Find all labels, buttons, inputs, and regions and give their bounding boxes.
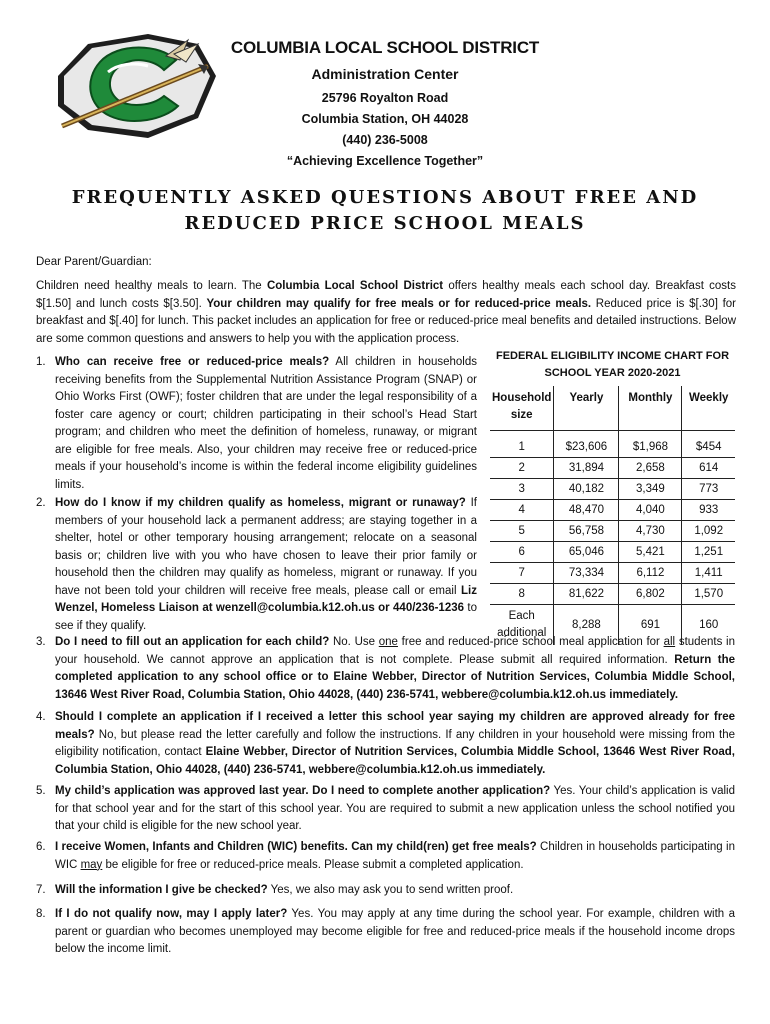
city-address: Columbia Station, OH 44028 <box>301 112 469 126</box>
table-cell: 4,730 <box>619 521 682 542</box>
faq-question: Who can receive free or reduced-price meals? <box>55 356 330 368</box>
table-cell: 614 <box>682 458 735 479</box>
table-cell: 2,658 <box>619 458 682 479</box>
table-cell: 1,411 <box>682 563 735 584</box>
faq-answer-tail: to see if they qualify. <box>55 602 477 632</box>
table-cell: 6,802 <box>619 584 682 605</box>
faq-question: Should I complete an application if I received a letter this school year saying my children are approved already for free meals? <box>55 711 735 741</box>
table-cell: 1,092 <box>682 521 735 542</box>
intro-bold: Your children may qualify for free meals or for reduced-price meals. <box>206 297 592 310</box>
faq-number: 6. <box>36 841 46 853</box>
table-cell: 73,334 <box>554 563 619 584</box>
table-cell: 31,894 <box>554 458 619 479</box>
table-cell: 1,570 <box>682 584 735 605</box>
table-cell: 2 <box>490 458 554 479</box>
motto: “Achieving Excellence Together” <box>286 154 484 168</box>
faq-title-line1: FREQUENTLY ASKED QUESTIONS ABOUT FREE AND <box>71 187 699 208</box>
office-name: Administration Center <box>311 66 459 82</box>
letterhead <box>200 38 570 172</box>
table-cell: 81,622 <box>554 584 619 605</box>
intro-text: offers healthy meals each school day. Breakfast costs $[1.50] and lunch costs $[3.50]. <box>36 280 736 310</box>
faq-answer: If members of your household lack a permanent address; are staying together in a shelter, hotel or other temporary housing arrangement; relocate on a seasonal basis or; children live with you who have chosen to leave their prior family or household then the children may qualify as homeless, migrant or runaway. If you have not been told your children will receive free meals, please call or email <box>55 497 477 597</box>
table-cell: 3,349 <box>619 479 682 500</box>
table-cell: 56,758 <box>554 521 619 542</box>
faq-number: 5. <box>36 785 46 797</box>
faq-question: Will the information I give be checked? <box>55 884 268 896</box>
table-row <box>490 479 735 500</box>
faq-question: Do I need to fill out an application for each child? <box>55 636 330 648</box>
faq-contact: Liz Wenzel, Homeless Liaison at wenzell@columbia.k12.oh.us or 440/236-1236 <box>55 584 477 614</box>
intro-text: Children need healthy meals to learn. The <box>36 280 267 292</box>
table-row <box>490 431 735 458</box>
table-cell: 691 <box>619 605 682 646</box>
table-cell: 5,421 <box>619 542 682 563</box>
table-cell: 6 <box>490 542 554 563</box>
table-cell: 160 <box>699 618 719 631</box>
income-table <box>490 386 735 645</box>
faq-contact: Elaine Webber, Director of Nutrition Services, Columbia Middle School, 13646 West River Road, Columbia Station, Ohio 44028, (440) 236-5741, webbere@columbia.k12.oh.us immediately. <box>55 746 735 776</box>
faq-question: My child’s application was approved last year. Do I need to complete another application? <box>55 785 551 797</box>
intro-paragraph <box>36 278 736 348</box>
faq-item-3 <box>36 634 735 704</box>
table-cell: $1,968 <box>619 431 682 458</box>
faq-item-2 <box>36 495 477 635</box>
faq-number: 8. <box>36 908 46 920</box>
table-cell: 65,046 <box>554 542 619 563</box>
col-header: Weekly <box>682 386 735 431</box>
table-cell: $23,606 <box>554 431 619 458</box>
faq-item-5 <box>36 783 735 836</box>
faq-question: If I do not qualify now, may I apply later? <box>55 908 288 920</box>
faq-number: 1. <box>36 356 46 368</box>
col-header: Yearly <box>554 386 619 431</box>
col-header: Household size <box>490 386 554 431</box>
faq-title-line2: REDUCED PRICE SCHOOL MEALS <box>184 213 586 234</box>
table-cell: 8 <box>490 584 554 605</box>
faq-number: 2. <box>36 497 46 509</box>
district-name: COLUMBIA LOCAL SCHOOL DISTRICT <box>230 38 540 57</box>
table-row <box>490 500 735 521</box>
faq-item-7 <box>36 882 735 900</box>
table-row <box>490 521 735 542</box>
table-cell: 40,182 <box>554 479 619 500</box>
table-cell: 6,112 <box>619 563 682 584</box>
underlined-word: one <box>378 636 398 648</box>
table-cell: 7 <box>490 563 554 584</box>
faq-number: 4. <box>36 711 46 723</box>
faq-title <box>40 185 730 237</box>
faq-answer: Yes. You may apply at any time during the school year. For example, children with a parent or guardian who becomes unemployed may become eligible for free and reduced-price meals if the household income drops below the income limit. <box>55 908 735 955</box>
faq-item-1 <box>36 354 477 494</box>
faq-number: 3. <box>36 636 46 648</box>
table-cell: 1 <box>490 431 554 458</box>
table-cell: 8,288 <box>554 605 619 646</box>
faq-answer: Children in households participating in WIC <box>55 841 735 871</box>
table-cell: Each additional <box>490 605 554 646</box>
faq-contact: Return the completed application to any school office or to Elaine Webber, Director of Nutrition Services, Columbia Middle School, 13646 West River Road, Columbia Station, Ohio 44028, (440) 236-5741, webbere@columbia.k12.oh.us immediately. <box>55 653 735 701</box>
faq-answer: Yes. Your child’s application is valid for that school year and for the start of this school year. You are required to submit a new application unless the school notified you that your child is eligible for the new school year. <box>55 785 735 832</box>
table-cell: 48,470 <box>554 500 619 521</box>
faq-answer: No. Use <box>329 636 379 648</box>
table-cell: 773 <box>682 479 735 500</box>
faq-question: I receive Women, Infants and Children (WIC) benefits. Can my child(ren) get free meals? <box>55 841 537 853</box>
faq-answer: All children in households receiving benefits from the Supplemental Nutrition Assistance Program (SNAP) or Ohio Works First (OWF); foster children that are under the legal responsibility of a foster care agency or court; children participating in their school’s Head Start program; and children who meet the definition of homeless, runaway, or migrant are eligible for free meals. Also, your children may receive free or reduced-price meals if your household’s income is within the federal income eligibility guidelines limits. <box>55 356 477 491</box>
underlined-word: all <box>663 636 676 648</box>
chart-title <box>490 348 735 382</box>
underlined-word: may <box>80 858 103 871</box>
table-row <box>490 563 735 584</box>
intro-text: Reduced price is $[.30] for breakfast and $[.40] for lunch. This packet includes an application for free or reduced-price meal benefits and detailed instructions. Below are some common questions and answers to help you with the application process. <box>36 297 736 345</box>
faq-answer: be eligible for free or reduced-price meals. Please submit a completed application. <box>102 858 524 871</box>
chart-title-line1: FEDERAL ELIGIBILITY INCOME CHART FOR <box>495 350 730 362</box>
street-address: 25796 Royalton Road <box>321 91 449 105</box>
table-cell: 3 <box>490 479 554 500</box>
phone-number: (440) 236-5008 <box>342 133 428 147</box>
table-row <box>490 458 735 479</box>
table-cell: $454 <box>682 431 735 458</box>
table-cell: 4 <box>490 500 554 521</box>
table-row <box>490 584 735 605</box>
table-row <box>490 542 735 563</box>
faq-item-4 <box>36 709 735 779</box>
income-chart <box>490 348 735 645</box>
district-bold: Columbia Local School District <box>266 280 444 292</box>
district-logo <box>48 26 218 146</box>
col-header: Monthly <box>619 386 682 431</box>
chart-title-line2: SCHOOL YEAR 2020-2021 <box>544 367 681 379</box>
table-cell: 933 <box>682 500 735 521</box>
table-cell: 4,040 <box>619 500 682 521</box>
faq-number: 7. <box>36 884 46 896</box>
faq-item-8 <box>36 906 735 959</box>
table-cell: 5 <box>490 521 554 542</box>
faq-answer: students in your household. We cannot approve an application that is not complete. Please submit all required information. <box>55 636 735 666</box>
table-cell: 1,251 <box>682 542 735 563</box>
faq-answer: No, but please read the letter carefully and follow the instructions. If any children in your household were missing from the eligibility notification, contact <box>55 728 735 758</box>
greeting: Dear Parent/Guardian: <box>36 256 152 268</box>
faq-item-6 <box>36 839 735 874</box>
faq-answer: free and reduced-price school meal application for <box>397 636 664 648</box>
faq-question: How do I know if my children qualify as homeless, migrant or runaway? <box>55 497 466 509</box>
faq-answer: Yes, we also may ask you to send written proof. <box>267 884 514 896</box>
